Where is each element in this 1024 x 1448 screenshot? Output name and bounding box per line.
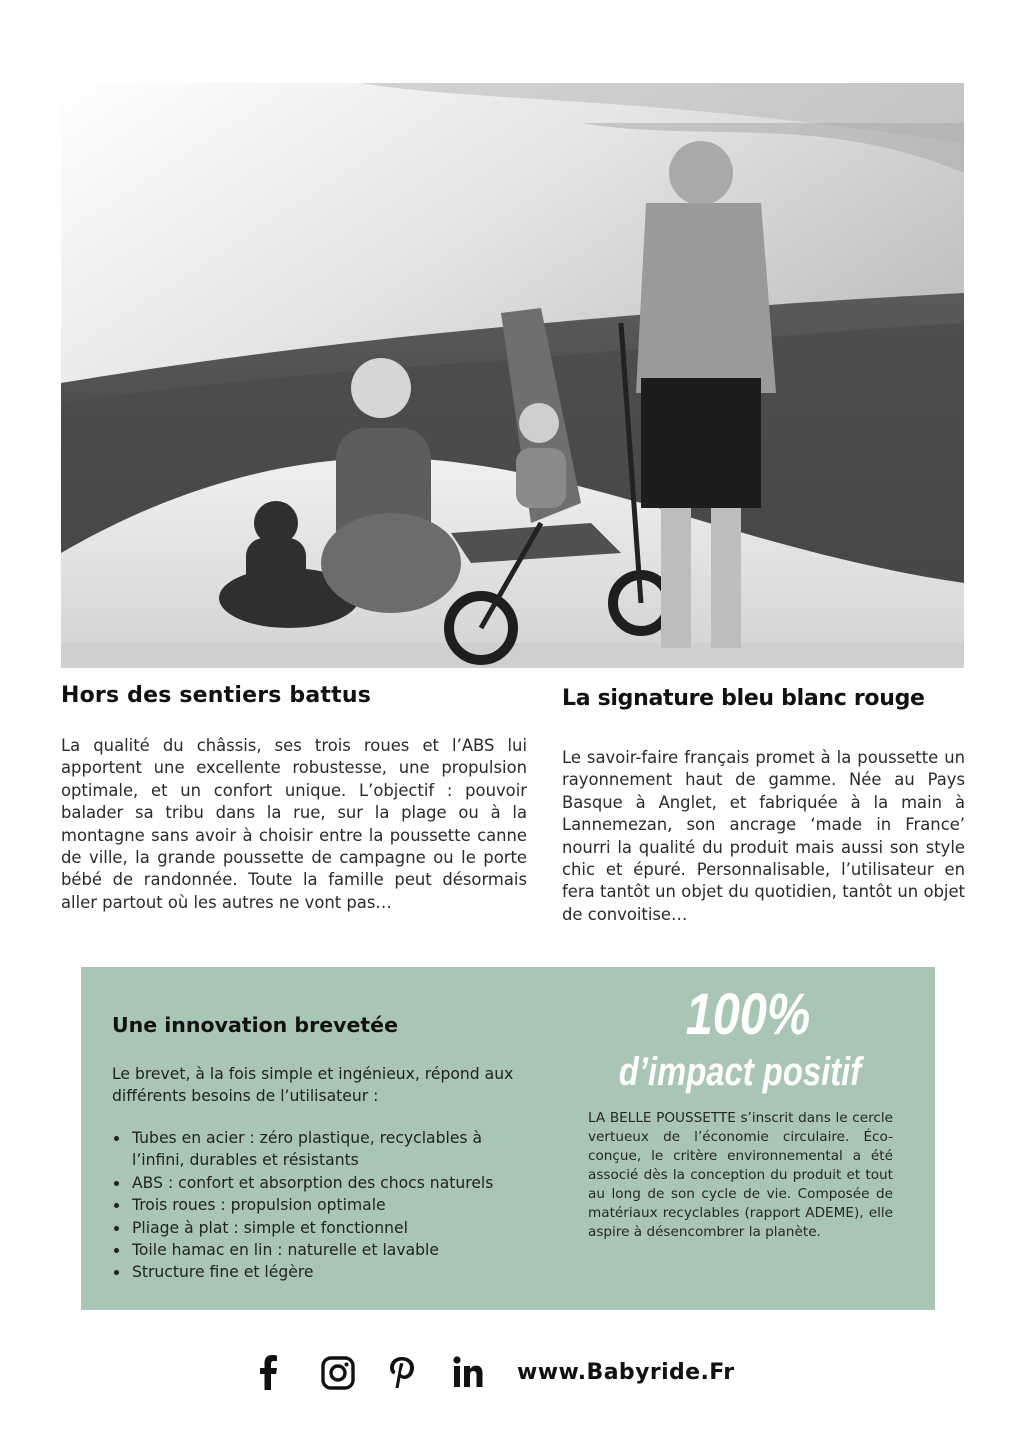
list-item: • Pliage à plat : simple et fonctionnel	[130, 1217, 528, 1239]
right-column-body: Le savoir-faire français promet à la poussette un rayonnement haut de gamme. Née au Pays Basque à Anglet, et fabriquée à la main à Lannemezan, son ancrage ‘made in France’ nourri la qualité du produit mais aussi son style chic et épuré. Personnalisable, l’utilisateur en fera tantôt un objet du quotidien, tantôt un objet de convoitise…	[562, 748, 965, 924]
right-column	[562, 686, 965, 926]
list-item: • Toile hamac en lin : naturelle et lavable	[130, 1239, 528, 1261]
impact-body: LA BELLE POUSSETTE s’inscrit dans le cercle vertueux de l’économie circulaire. Éco-conçue, le critère environnemental a été associé dès la conception du produit et tout au long de son cycle de vie. Composée de matériaux recyclables (rapport ADEME), elle aspire à désencombrer la planète.	[588, 1110, 893, 1240]
list-item: • ABS : confort et absorption des chocs naturels	[130, 1172, 528, 1194]
right-column-title: La signature bleu blanc rouge	[562, 686, 925, 711]
list-item: • Tubes en acier : zéro plastique, recyclables à l’infini, durables et résistants	[130, 1127, 528, 1172]
instagram-link[interactable]	[320, 1354, 356, 1390]
family-beach-illustration	[61, 83, 964, 668]
website-link[interactable]: www.Babyride.Fr	[517, 1360, 735, 1385]
left-column	[61, 683, 527, 914]
features-box	[81, 967, 935, 1310]
list-item: • Structure fine et légère	[130, 1261, 528, 1283]
innovation-intro: Le brevet, à la fois simple et ingénieux, répond aux différents besoins de l’utilisateur :	[112, 1065, 514, 1105]
impact-title: d’impact positif	[618, 1050, 862, 1094]
impact-percent: 100%	[685, 982, 811, 1047]
feature-list	[112, 1127, 528, 1284]
list-item: • Trois roues : propulsion optimale	[130, 1194, 528, 1216]
instagram-icon	[320, 1354, 356, 1390]
innovation-section	[112, 1013, 528, 1284]
linkedin-link[interactable]	[452, 1354, 484, 1390]
left-column-title: Hors des sentiers battus	[61, 683, 371, 708]
left-column-body: La qualité du châssis, ses trois roues et l’ABS lui apportent une excellente robustesse, une propulsion optimale, et un confort unique. L’objectif : pouvoir balader sa tribu dans la rue, sur la plage ou à la montagne sans avoir à choisir entre la poussette canne de ville, la grande poussette de campagne ou le porte bébé de randonnée. Toute la famille peut désormais aller partout où les autres ne vont pas…	[61, 736, 527, 912]
pinterest-link[interactable]	[388, 1354, 416, 1390]
linkedin-icon	[452, 1354, 484, 1390]
innovation-title: Une innovation brevetée	[112, 1013, 398, 1037]
impact-section	[587, 982, 893, 1242]
facebook-link[interactable]	[256, 1354, 280, 1390]
facebook-icon	[256, 1354, 280, 1390]
hero-photo	[61, 83, 964, 668]
pinterest-icon	[388, 1354, 416, 1390]
